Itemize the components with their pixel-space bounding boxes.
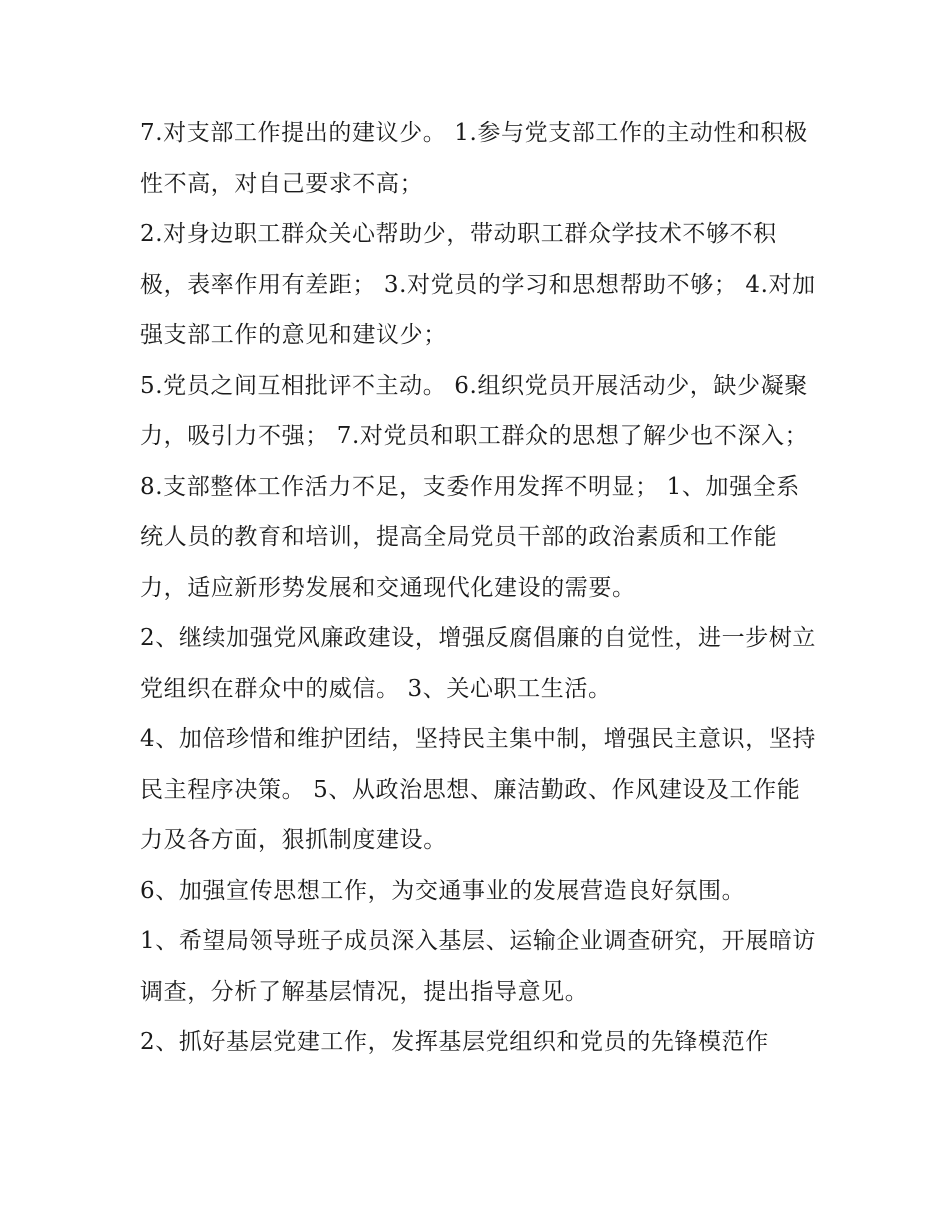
paragraph-2: 2.对身边职工群众关心帮助少，带动职工群众学技术不够不积极，表率作用有差距； 3.对党员的学习和思想帮助不够； 4.对加强支部工作的意见和建议少； [140,221,816,348]
paragraph-8: 1、希望局领导班子成员深入基层、运输企业调查研究，开展暗访调查，分析了解基层情况，提出指导意见。 [140,928,817,1005]
document-body [140,108,820,1068]
paragraph-3: 5.党员之间互相批评不主动。 6.组织党员开展活动少，缺少凝聚力，吸引力不强； 7.对党员和职工群众的思想了解少也不深入； [140,372,809,449]
paragraph-9: 2、抓好基层党建工作，发挥基层党组织和党员的先锋模范作 [140,1029,769,1055]
paragraph-7: 6、加强宣传思想工作，为交通事业的发展营造良好氛围。 [140,877,746,904]
paragraph-5: 2、继续加强党风廉政建设，增强反腐倡廉的自觉性，进一步树立党组织在群众中的威信。 3、关心职工生活。 [140,625,817,702]
paragraph-1: 7.对支部工作提出的建议少。 1.参与党支部工作的主动性和积极性不高，对自己要求不高； [140,120,808,197]
paragraph-6: 4、加倍珍惜和维护团结，坚持民主集中制，增强民主意识，坚持民主程序决策。 5、从政治思想、廉洁勤政、作风建设及工作能力及各方面，狠抓制度建设。 [140,726,817,853]
paragraph-4: 8.支部整体工作活力不足，支委作用发挥不明显； 1、加强全系统人员的教育和培训，提高全局党员干部的政治素质和工作能力，适应新形势发展和交通现代化建设的需要。 [140,473,800,601]
